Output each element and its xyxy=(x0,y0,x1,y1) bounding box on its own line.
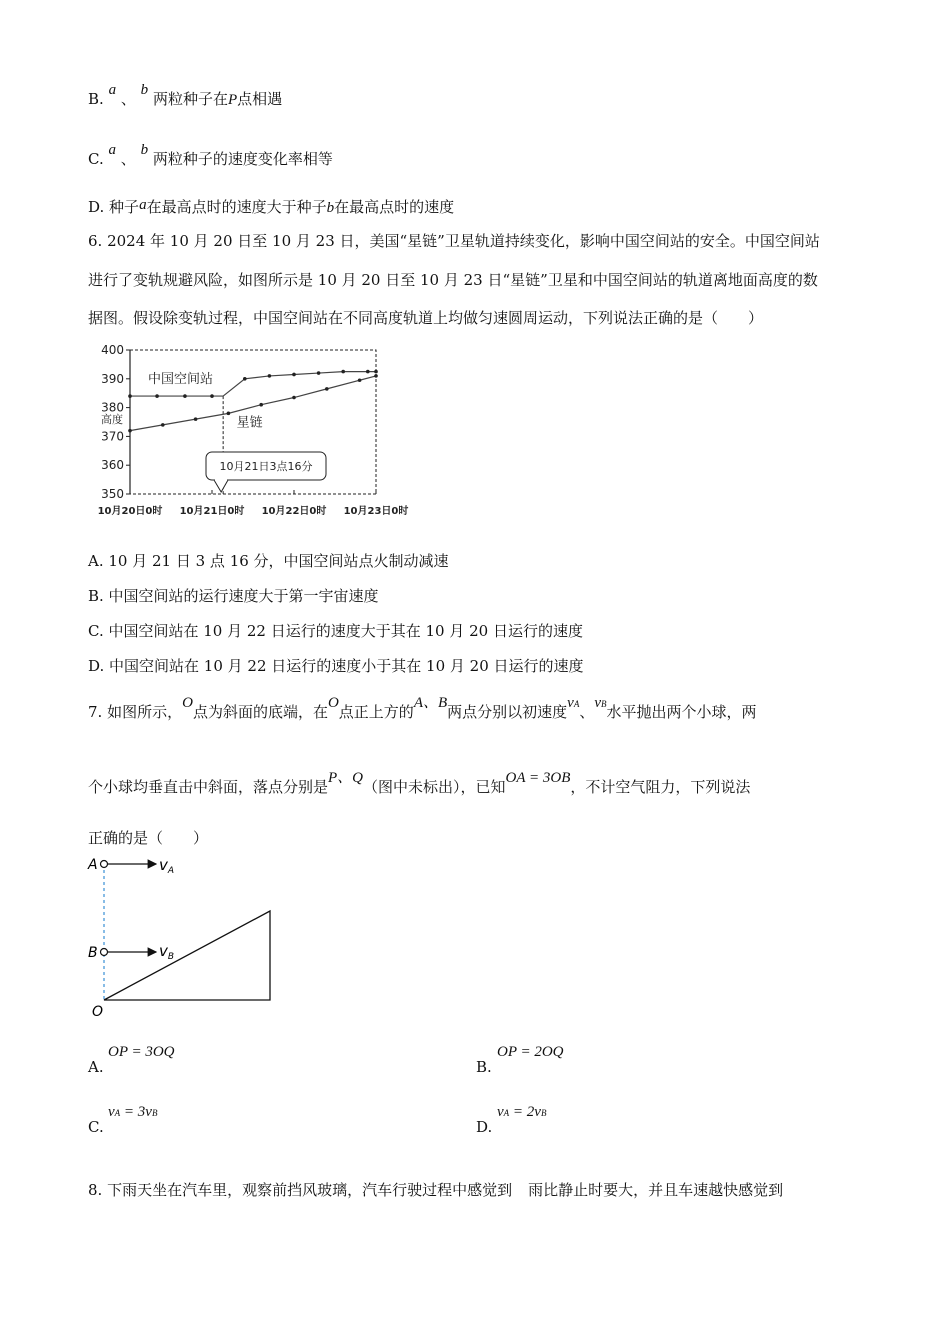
series-point xyxy=(366,370,370,374)
q7-stem-line1: 7. 如图所示，O点为斜面的底端，在O点正上方的A、B两点分别以初速度vA、vB水平抛出两个小球，两 xyxy=(88,695,757,721)
series-point xyxy=(194,417,198,421)
q7-option-d-formula: vA = 2vB xyxy=(497,1104,547,1120)
q7-stem-line2: 个小球均垂直击中斜面，落点分别是P、Q（图中未标出），已知OA = 3OB，不计空气阻力，下列说法 xyxy=(88,770,751,796)
q7-option-b-label: B. xyxy=(476,1058,492,1076)
q6-stem-line1: 6. 2024 年 10 月 20 日至 10 月 23 日，美国“星链”卫星轨道持续变化，影响中国空间站的安全。中国空间站 xyxy=(88,232,820,250)
series-point xyxy=(210,394,214,398)
q7-option-b-formula: OP = 2OQ xyxy=(497,1044,564,1060)
annotation-pointer xyxy=(214,480,228,492)
q7-option-a-label: A. xyxy=(88,1058,104,1076)
q6-option-a: A. 10 月 21 日 3 点 16 分，中国空间站点火制动减速 xyxy=(88,552,449,570)
q6-stem-line3: 据图。假设除变轨过程，中国空间站在不同高度轨道上均做匀速圆周运动，下列说法正确的是（ ） xyxy=(88,309,764,327)
q5-option-b: B. a 、 b 两粒种子在P点相遇 xyxy=(88,82,283,108)
series-point xyxy=(259,403,263,407)
point-a xyxy=(101,861,108,868)
series-point xyxy=(292,396,296,400)
q7-stem-line3: 正确的是（ ） xyxy=(88,829,209,847)
series-point xyxy=(292,373,296,377)
point-b xyxy=(101,949,108,956)
x-tick-label: 10月21日0时 xyxy=(179,506,245,517)
label-a: A xyxy=(88,857,98,873)
series-label-1: 星链 xyxy=(236,415,263,431)
series-point xyxy=(161,423,165,427)
series-point xyxy=(341,370,345,374)
x-tick-label: 10月20日0时 xyxy=(97,506,163,517)
series-point xyxy=(183,394,187,398)
y-tick-label: 380 xyxy=(101,400,124,415)
y-tick-label: 370 xyxy=(101,429,124,444)
series-point xyxy=(317,371,321,375)
x-tick-label: 10月23日0时 xyxy=(343,506,409,517)
label-b: B xyxy=(88,945,98,961)
q5-option-d: D. 种子a在最高点时的速度大于种子b在最高点时的速度 xyxy=(88,197,455,216)
series-point xyxy=(374,374,378,378)
orbit-height-chart xyxy=(88,336,418,526)
q7-option-d-label: D. xyxy=(476,1118,493,1136)
series-point xyxy=(128,394,132,398)
series-point xyxy=(358,378,362,382)
q6-option-c: C. 中国空间站在 10 月 22 日运行的速度大于其在 10 月 20 日运行的速度 xyxy=(88,622,583,640)
y-tick-label: 350 xyxy=(101,487,124,501)
series-point xyxy=(155,394,159,398)
label-o: O xyxy=(92,1004,104,1020)
label-vb: $v_B$ xyxy=(159,942,175,962)
incline-figure xyxy=(82,852,282,1022)
y-axis-label: 高度 xyxy=(101,413,123,427)
series-point xyxy=(374,370,378,374)
q6-option-b: B. 中国空间站的运行速度大于第一宇宙速度 xyxy=(88,587,379,605)
series-point xyxy=(128,429,132,433)
q8-stem-line1: 8. 下雨天坐在汽车里，观察前挡风玻璃，汽车行驶过程中感觉到 雨比静止时要大，并且车速越快感觉到 xyxy=(88,1181,784,1199)
q7-option-a-formula: OP = 3OQ xyxy=(108,1044,175,1060)
series-point xyxy=(268,374,272,378)
q6-option-d: D. 中国空间站在 10 月 22 日运行的速度小于其在 10 月 20 日运行的速度 xyxy=(88,657,584,675)
series-label-0: 中国空间站 xyxy=(148,372,214,388)
q7-option-c-label: C. xyxy=(88,1118,104,1136)
y-tick-label: 360 xyxy=(101,458,124,473)
annotation-label: 10月21日3点16分 xyxy=(219,460,313,473)
q7-option-c-formula: vA = 3vB xyxy=(108,1104,158,1120)
series-point xyxy=(227,412,231,416)
x-tick-label: 10月22日0时 xyxy=(261,506,327,517)
incline xyxy=(104,911,270,1000)
y-tick-label: 390 xyxy=(101,371,124,386)
y-tick-label: 400 xyxy=(101,343,124,357)
q6-stem-line2: 进行了变轨规避风险，如图所示是 10 月 20 日至 10 月 23 日“星链”卫星和中国空间站的轨道离地面高度的数 xyxy=(88,271,818,289)
label-va: $v_A$ xyxy=(159,856,175,876)
q5-option-c: C. a 、 b 两粒种子的速度变化率相等 xyxy=(88,142,333,168)
series-point xyxy=(325,387,329,391)
series-point xyxy=(243,377,247,381)
